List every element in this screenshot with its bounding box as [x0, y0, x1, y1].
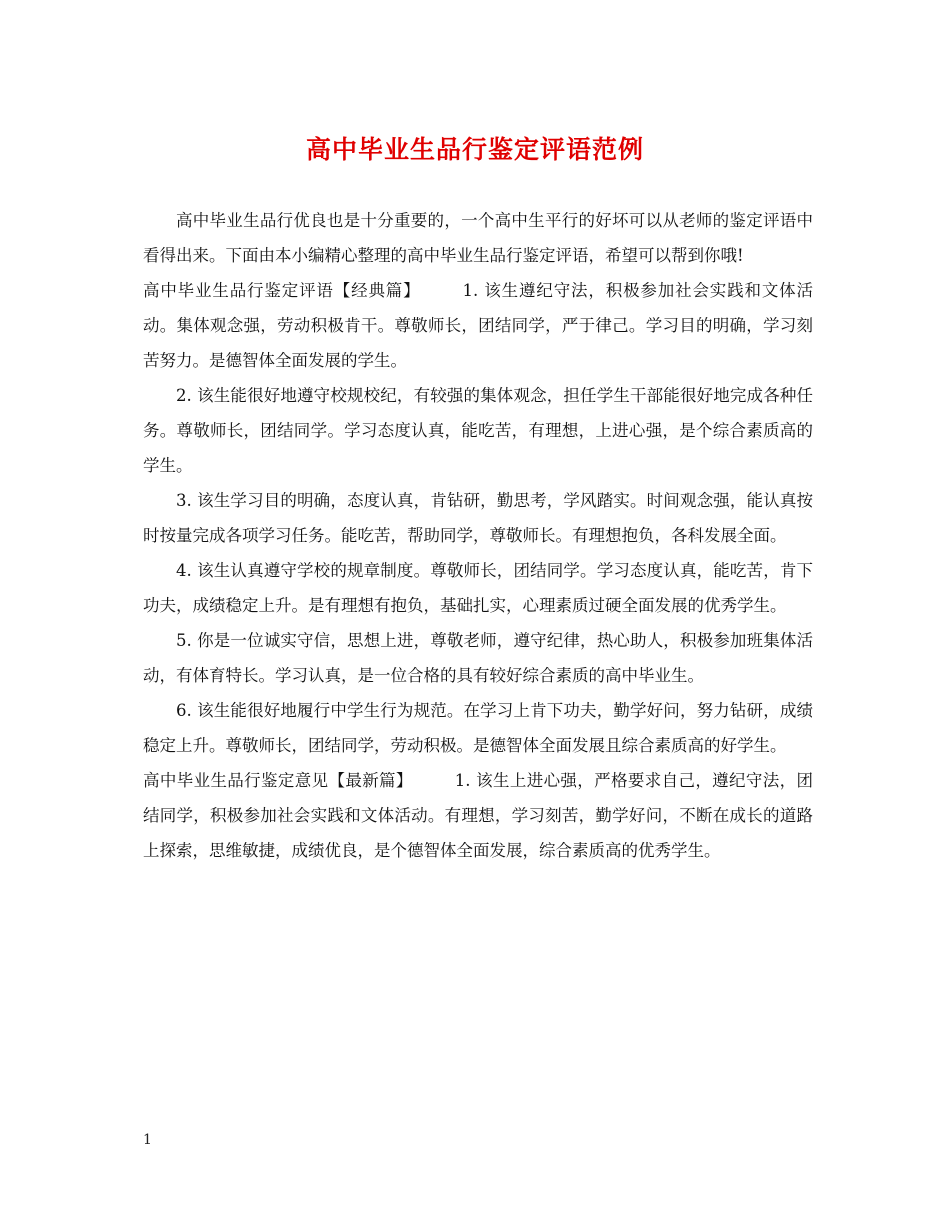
section-classic-item-4: 4. 该生认真遵守学校的规章制度。尊敬师长，团结同学。学习态度认真，能吃苦，肯下功夫，成绩稳定上升。是有理想有抱负，基础扎实，心理素质过硬全面发展的优秀学生。: [143, 561, 813, 615]
intro-paragraph: 高中毕业生品行优良也是十分重要的，一个高中生平行的好坏可以从老师的鉴定评语中看得出来。下面由本小编精心整理的高中毕业生品行鉴定评语，希望可以帮到你哦!: [143, 211, 813, 265]
page-number: 1: [143, 1132, 152, 1148]
section-classic-item-5: 5. 你是一位诚实守信，思想上进，尊敬老师，遵守纪律，热心助人，积极参加班集体活动，有体育特长。学习认真，是一位合格的具有较好综合素质的高中毕业生。: [143, 631, 813, 685]
document-body: [143, 203, 813, 868]
section-heading-latest: 高中毕业生品行鉴定意见【最新篇】: [143, 771, 413, 790]
section-latest-item-1: 1. 该生上进心强，严格要求自己，遵纪守法，团结同学，积极参加社会实践和文体活动。有理想，学习刻苦，勤学好问，不断在成长的道路上探索，思维敏捷，成绩优良，是个德智体全面发展，综合素质高的优秀学生。: [143, 771, 813, 860]
section-latest: [143, 763, 813, 868]
section-classic-item-6: 6. 该生能很好地履行中学生行为规范。在学习上肯下功夫，勤学好问，努力钻研，成绩稳定上升。尊敬师长，团结同学，劳动积极。是德智体全面发展且综合素质高的好学生。: [143, 701, 813, 755]
section-heading-classic: 高中毕业生品行鉴定评语【经典篇】: [143, 281, 421, 300]
document-title: 高中毕业生品行鉴定评语范例: [305, 135, 644, 164]
section-classic: [143, 273, 813, 378]
section-classic-item-3: 3. 该生学习目的明确，态度认真，肯钻研，勤思考，学风踏实。时间观念强，能认真按时按量完成各项学习任务。能吃苦，帮助同学，尊敬师长。有理想抱负，各科发展全面。: [143, 491, 813, 545]
section-classic-item-2: 2. 该生能很好地遵守校规校纪，有较强的集体观念，担任学生干部能很好地完成各种任务。尊敬师长，团结同学。学习态度认真，能吃苦，有理想，上进心强，是个综合素质高的学生。: [143, 386, 813, 475]
section-classic-item-1: 1. 该生遵纪守法，积极参加社会实践和文体活动。集体观念强，劳动积极肯干。尊敬师长，团结同学，严于律己。学习目的明确，学习刻苦努力。是德智体全面发展的学生。: [143, 281, 814, 370]
